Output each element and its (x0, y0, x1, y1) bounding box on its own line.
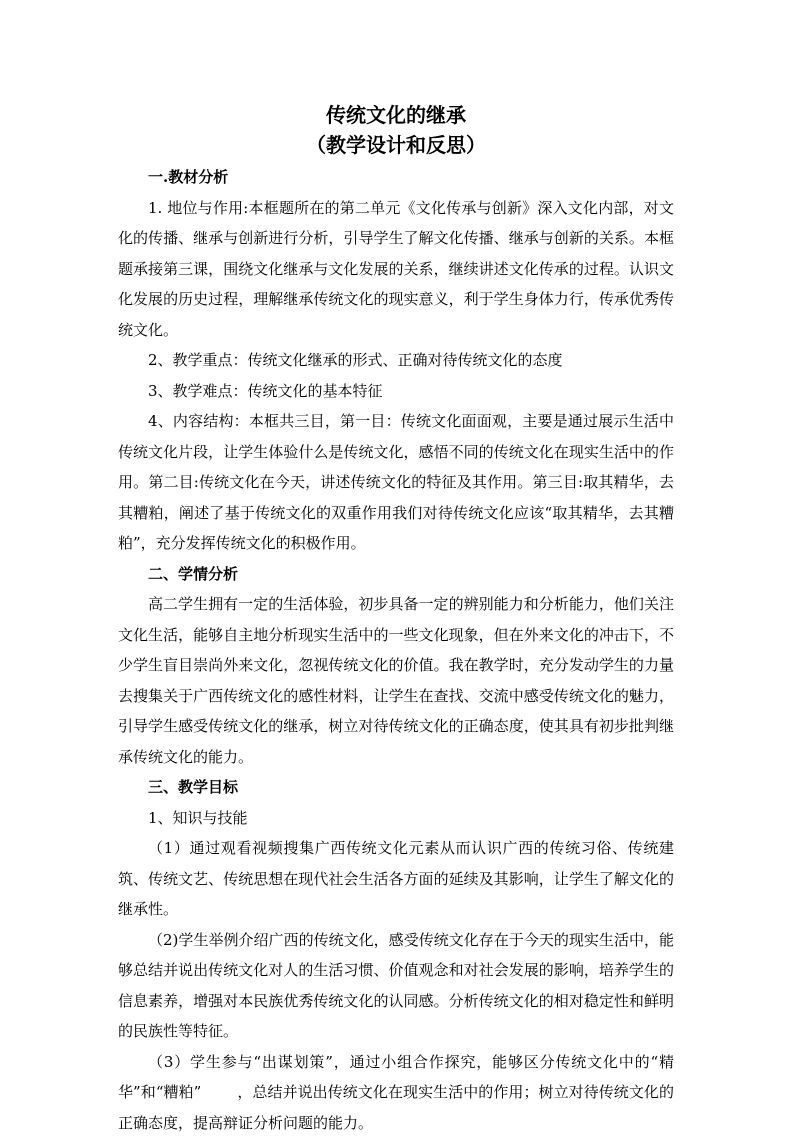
paragraph-position-role: 1. 地位与作用:本框题所在的第二单元《文化传承与创新》深入文化内部，对文化的传播、继承与创新进行分析，引导学生了解文化传播、继承与创新的关系。本框题承接第三课，围绕文化继承与文化发展的关系，继续讲述文化传承的过程。认识文化发展的历史过程，理解继承传统文化的现实意义，利于学生身体力行，传承优秀传统文化。 (118, 193, 674, 346)
document-subtitle: （教学设计和反思） (118, 130, 674, 160)
paragraph-student-analysis: 高二学生拥有一定的生活体验，初步具备一定的辨别能力和分析能力，他们关注文化生活，能够自主地分析现实生活中的一些文化现象，但在外来文化的冲击下，不少学生盲目崇尚外来文化，忽视传统文化的价值。我在教学时，充分发动学生的力量去搜集关于广西传统文化的感性材料，让学生在查找、交流中感受传统文化的魅力，引导学生感受传统文化的继承，树立对待传统文化的正确态度，使其具有初步批判继承传统文化的能力。 (118, 589, 674, 772)
subheading-knowledge-skills: 1、知识与技能 (118, 803, 674, 834)
section-heading-textbook-analysis: 一.教材分析 (118, 162, 674, 193)
section-heading-student-analysis: 二、学情分析 (118, 559, 674, 590)
paragraph-content-structure: 4、内容结构：本框共三目，第一目：传统文化面面观，主要是通过展示生活中传统文化片段，让学生体验什么是传统文化，感悟不同的传统文化在现实生活中的作用。第二目:传统文化在今天，讲述传统文化的特征及其作用。第三目:取其精华，去其糟粕，阐述了基于传统文化的双重作用我们对待传统文化应该“取其精华，去其糟粕”，充分发挥传统文化的积极作用。 (118, 406, 674, 559)
document-title: 传统文化的继承 (118, 100, 674, 130)
document-page (118, 100, 674, 1138)
paragraph-goal-3 (118, 1047, 674, 1138)
paragraph-goal-3-part-a: （3）学生参与“出谋划策”，通过小组合作探究，能够区分传统文化中的“精华”和“糟粕” (118, 1053, 674, 1102)
paragraph-goal-1: （1）通过观看视频搜集广西传统文化元素从而认识广西的传统习俗、传统建筑、传统文艺、传统思想在现代社会生活各方面的延续及其影响，让学生了解文化的继承性。 (118, 833, 674, 925)
paragraph-goal-3-part-b: ，总结并说出传统文化在现实生活中的作用；树立对待传统文化的正确态度，提高辩证分析问题的能力。 (118, 1083, 674, 1132)
paragraph-teaching-focus: 2、教学重点：传统文化继承的形式、正确对待传统文化的态度 (118, 345, 674, 376)
section-heading-teaching-goals: 三、教学目标 (118, 772, 674, 803)
paragraph-teaching-difficulty: 3、教学难点：传统文化的基本特征 (118, 376, 674, 407)
paragraph-goal-2: （2)学生举例介绍广西的传统文化，感受传统文化存在于今天的现实生活中，能够总结并说出传统文化对人的生活习惯、价值观念和对社会发展的影响，培养学生的信息素养，增强对本民族优秀传统文化的认同感。分析传统文化的相对稳定性和鲜明的民族性等特征。 (118, 925, 674, 1047)
